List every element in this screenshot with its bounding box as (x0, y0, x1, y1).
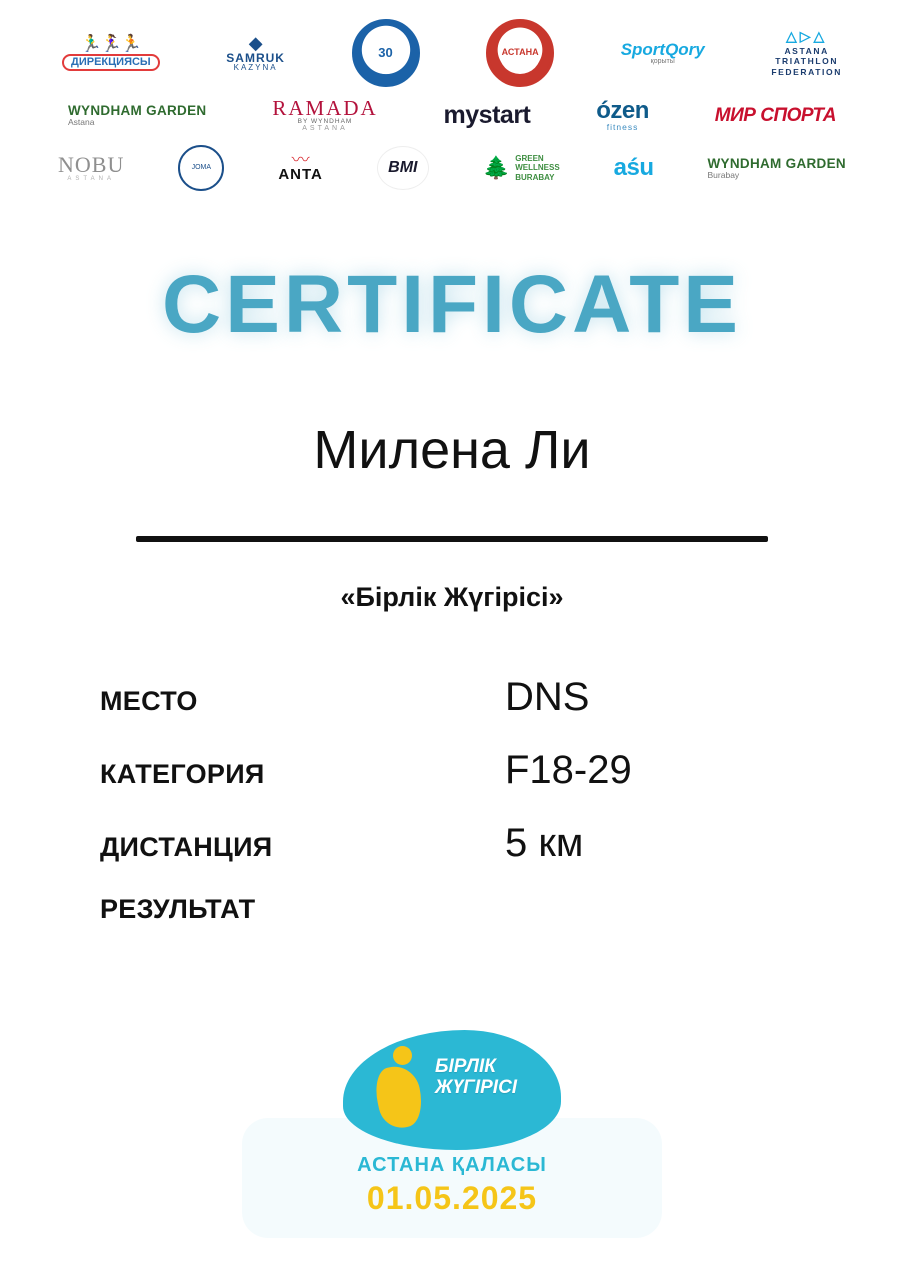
logo-anta-title: ANTA (278, 165, 323, 183)
logo-ozen-fitness (596, 96, 649, 132)
logo-ozen-title: ózen (596, 96, 649, 124)
badge-title (435, 1056, 555, 1099)
runner-head (393, 1046, 412, 1065)
logo-green-line3: BURABAY (515, 172, 555, 182)
badge-title-line1: БІРЛІК (435, 1056, 496, 1077)
logo-mystart: mystart (443, 100, 531, 129)
result-label-place: МЕСТО (100, 686, 198, 717)
logo-green-wellness-burabay (483, 154, 560, 182)
sponsor-row-3 (40, 146, 864, 190)
logo-ozen-sub: fitness (606, 121, 639, 132)
result-value-place: DNS (505, 675, 590, 720)
logo-nobu (58, 154, 124, 182)
emblem-inner-astana (499, 32, 541, 74)
result-label-category: КАТЕГОРИЯ (100, 759, 265, 790)
logo-triathlon-line2: TRIATHLON (775, 56, 839, 67)
table-row (100, 675, 804, 720)
runner-body (371, 1062, 427, 1132)
logo-nobu-title: NOBU (58, 152, 125, 177)
emblem-astana-text: АСТАНА (501, 47, 539, 58)
result-label-result: РЕЗУЛЬТАТ (100, 894, 256, 925)
runner-icon (373, 1046, 435, 1134)
logo-anta (278, 150, 323, 183)
logo-ramada-sub1: BY WYNDHAM (297, 117, 353, 125)
logo-wyndham-burabay-sub: Burabay (707, 169, 740, 180)
logo-triathlon-line3: FEDERATION (771, 67, 842, 78)
runners-icon: 🏃‍♂️🏃‍♀️🏃 (80, 34, 142, 53)
logo-astana-triathlon-federation (771, 28, 842, 77)
logo-sport-qory-sub: қорыты (650, 58, 675, 65)
logo-direkciyasy (62, 35, 160, 71)
logo-samruk-sub: KAZYNA (233, 63, 278, 72)
sponsor-row-1 (40, 22, 864, 84)
logo-green-line2: WELLNESS (515, 163, 560, 173)
badge-city: АСТАНА ҚАЛАСЫ (357, 1154, 547, 1176)
badge-title-line2: ЖҮГІРІСІ (435, 1077, 518, 1099)
tree-icon: 🌲 (482, 155, 511, 180)
logo-samruk-title: SAMRUK (226, 51, 285, 65)
logo-wyndham-burabay-title: WYNDHAM GARDEN (707, 156, 846, 171)
logo-mir-sporta: МИР СПОРТА (714, 104, 836, 126)
logo-ramada (272, 95, 378, 133)
kazakhstan-map-icon (343, 1030, 561, 1150)
logo-ramada-title: RAMADA (272, 95, 378, 120)
emblem-anniversary-number: 30 (378, 45, 393, 61)
logo-sport-qory (621, 41, 705, 65)
logo-direkciyasy-label: ДИРЕКЦИЯСЫ (62, 54, 160, 71)
recipient-name: Милена Ли (313, 420, 591, 480)
swoosh-icon: 〰 (291, 150, 310, 171)
result-value-category: F18-29 (505, 748, 632, 793)
result-label-distance: ДИСТАНЦИЯ (100, 832, 273, 863)
logo-samruk-kazyna (226, 34, 285, 72)
badge-card (242, 1056, 662, 1238)
logo-wyndham-garden-burabay (708, 157, 846, 179)
table-row (100, 894, 804, 925)
results-table (0, 675, 904, 925)
page-title: CERTIFICATE (161, 259, 742, 350)
certificate-title-area (0, 259, 904, 350)
logo-green-wellness-text (515, 154, 559, 182)
emblem-inner (365, 32, 407, 74)
event-name: «Бірлік Жүгірісі» (340, 582, 564, 613)
diamond-icon: ◆ (248, 33, 263, 53)
logo-bmi: BMI (377, 146, 429, 190)
logo-asu: aśu (613, 154, 654, 181)
triangle-icon: △▷△ (785, 28, 828, 45)
logo-wyndham-garden-astana (68, 104, 206, 126)
result-value-distance: 5 км (505, 821, 584, 866)
logo-wyndham-astana-sub: Astana (68, 116, 95, 127)
table-row (100, 748, 804, 793)
sponsor-logos (0, 0, 904, 206)
badge-date: 01.05.2025 (366, 1180, 538, 1216)
divider (136, 536, 768, 542)
logo-green-line1: GREEN (515, 154, 544, 164)
logo-nobu-sub: ASTANA (67, 176, 115, 182)
sponsor-row-2 (40, 94, 864, 136)
event-badge (242, 1056, 662, 1238)
logo-joma: JOMA (178, 145, 224, 191)
logo-ramada-sub2: ASTANA (302, 125, 348, 133)
logo-sport-qory-title: SportQory (620, 40, 705, 59)
logo-wyndham-astana-title: WYNDHAM GARDEN (68, 103, 207, 118)
logo-kazakhstan-emblem (352, 19, 420, 87)
logo-astana-emblem (486, 19, 554, 87)
logo-triathlon-line1: ASTANA (784, 45, 829, 56)
table-row (100, 821, 804, 866)
